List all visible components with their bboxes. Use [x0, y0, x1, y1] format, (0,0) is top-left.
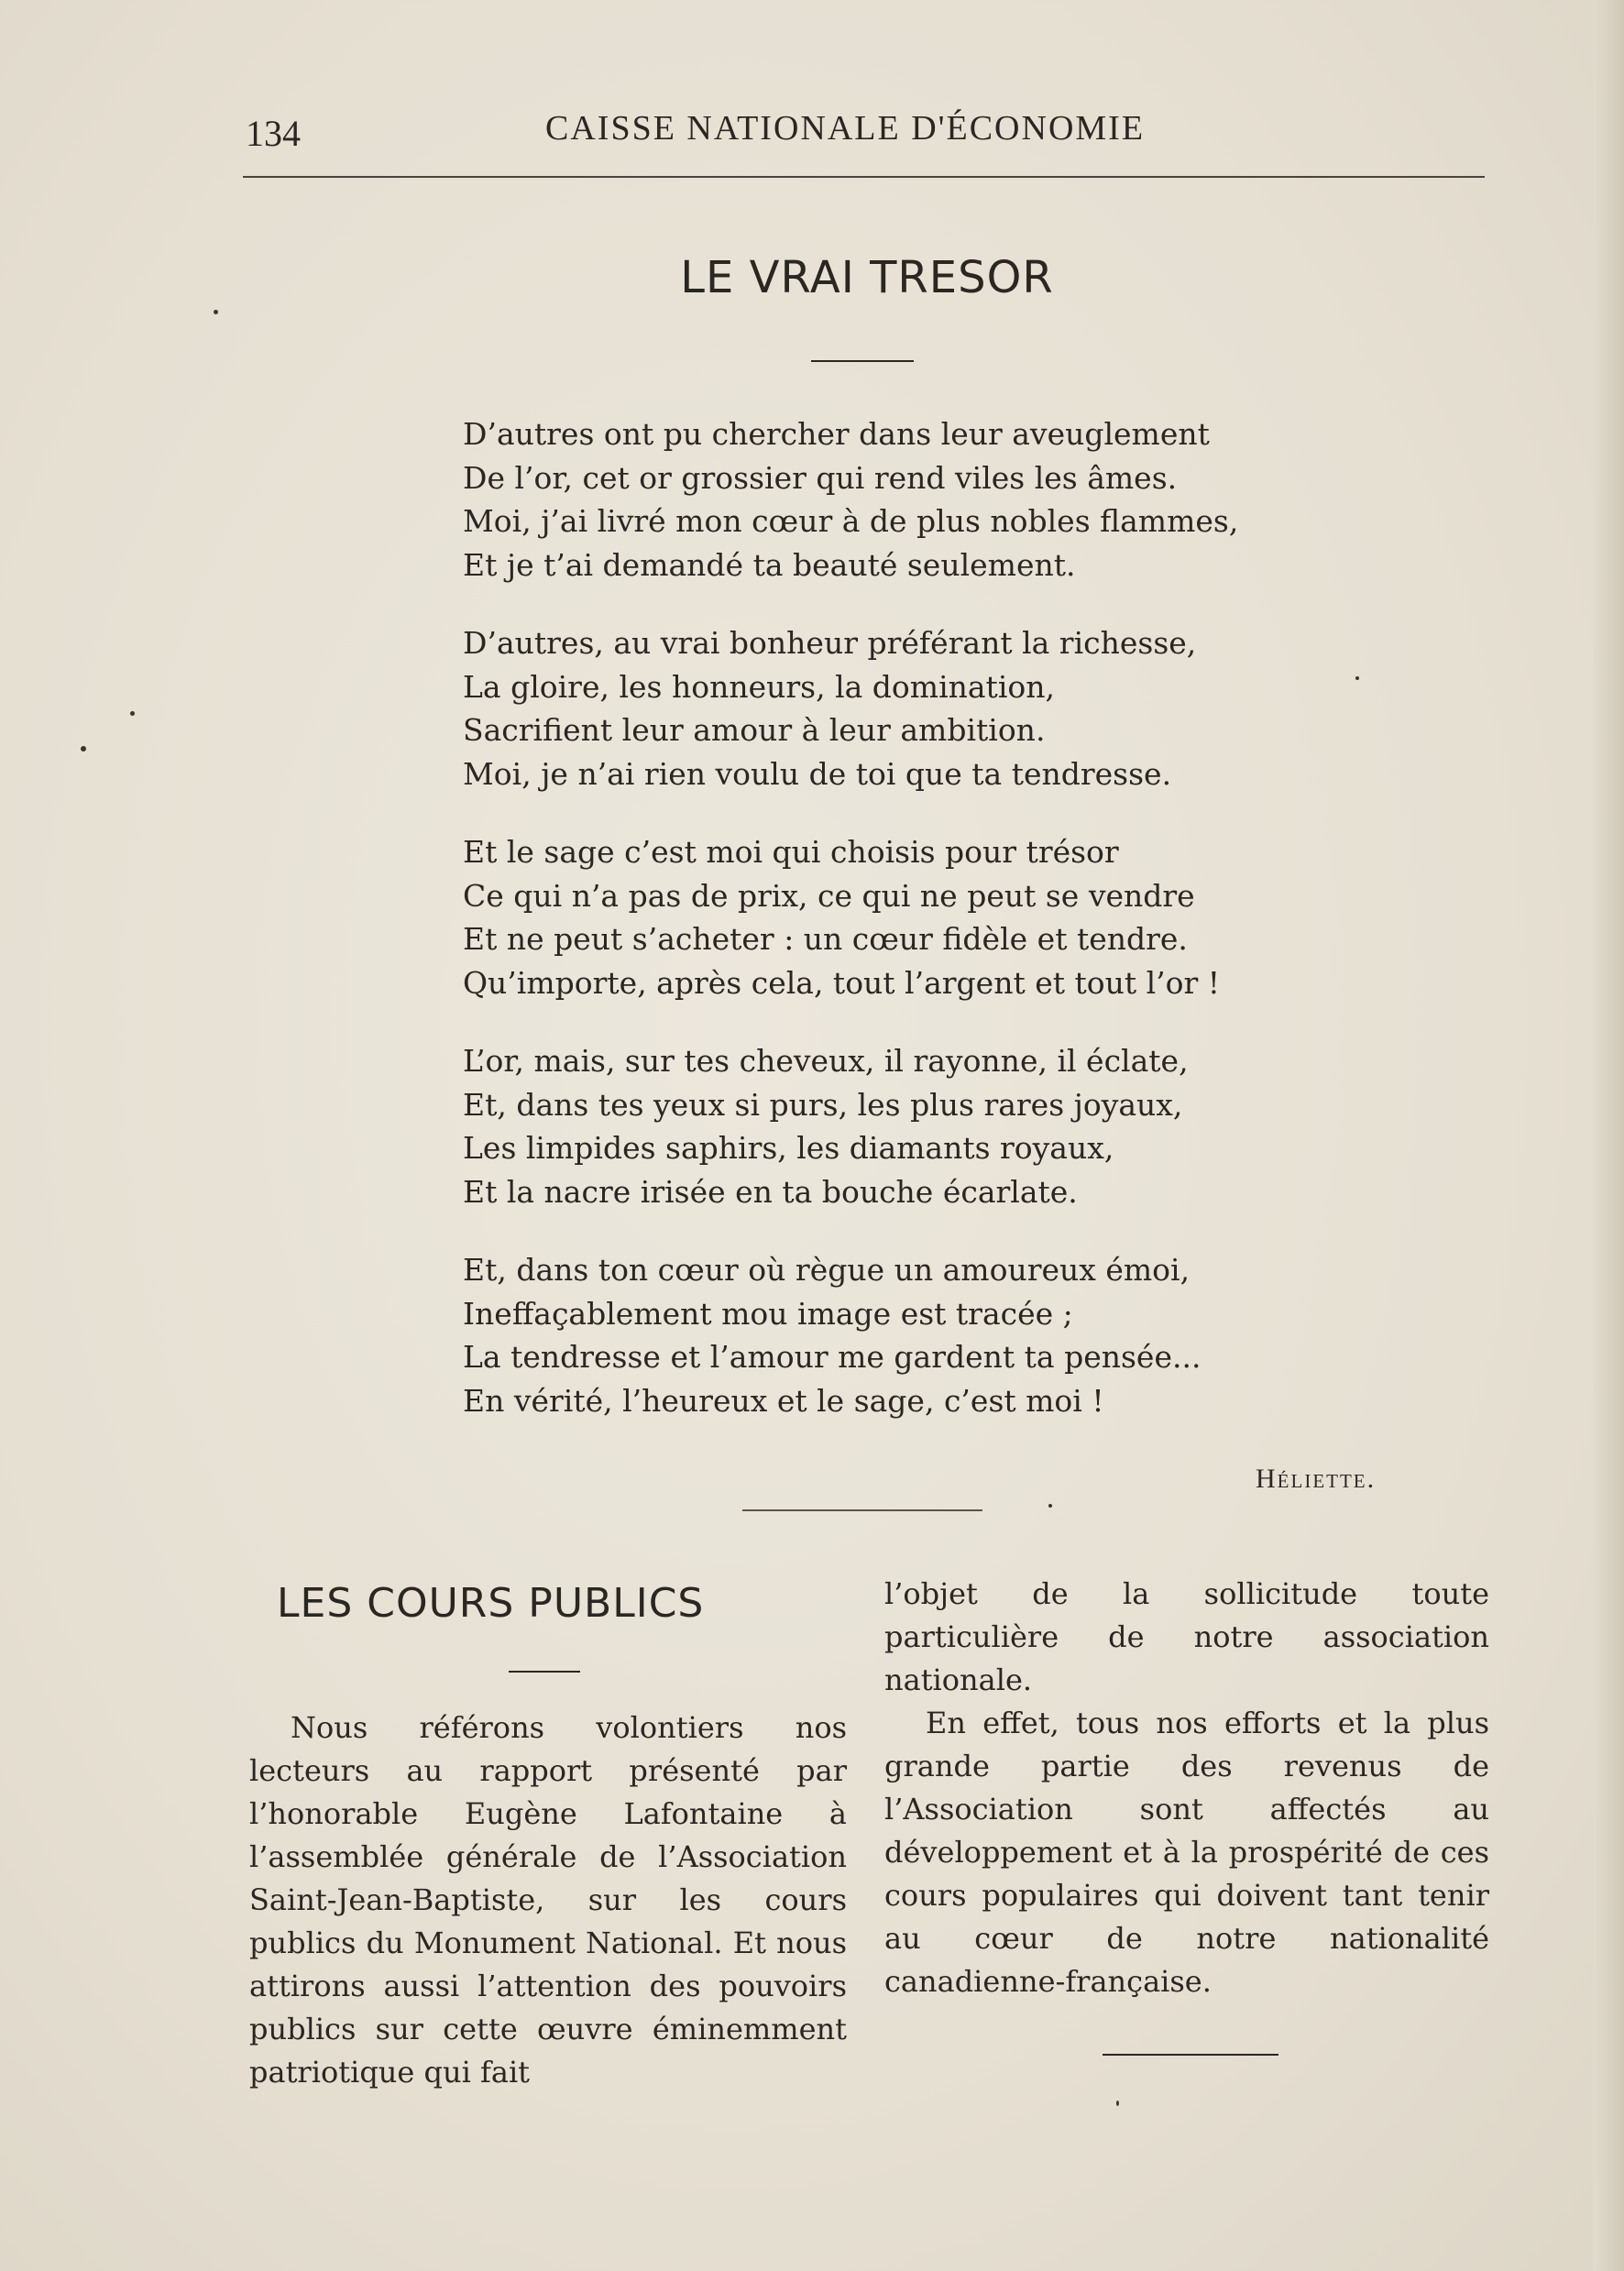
- paper-speck: [214, 310, 218, 314]
- poem-line: L’or, mais, sur tes cheveux, il rayonne, il éclate,: [463, 1043, 1189, 1079]
- poem-line: D’autres, au vrai bonheur préférant la richesse,: [463, 625, 1197, 661]
- article-paragraph: l’objet de la sollicitude toute particulière de notre association nationale.: [884, 1576, 1489, 1697]
- paper-speck: [1355, 676, 1359, 680]
- article-title: LES COURS PUBLICS: [277, 1580, 705, 1627]
- poem-stanza: [463, 1248, 1379, 1422]
- paper-speck: [1048, 1504, 1052, 1508]
- poem-line: La gloire, les honneurs, la domination,: [463, 668, 1055, 705]
- article-left-column: [249, 1706, 847, 2094]
- page-edge-shadow: [1593, 0, 1624, 2271]
- poem-stanza: [463, 1039, 1379, 1213]
- paper-speck: [130, 711, 135, 716]
- poem-line: Sacrifient leur amour à leur ambition.: [463, 712, 1046, 748]
- poem-line: Et le sage c’est moi qui choisis pour trésor: [463, 834, 1119, 870]
- poem-title-rule: [811, 360, 914, 362]
- poem-line: Les limpides saphirs, les diamants royaux,: [463, 1130, 1114, 1166]
- article-end-rule: [1103, 2054, 1278, 2056]
- poem-line: Moi, j’ai livré mon cœur à de plus nobles flammes,: [463, 503, 1239, 539]
- poem-line: Et, dans ton cœur où règue un amoureux émoi,: [463, 1252, 1191, 1288]
- paper-speck: [81, 746, 86, 752]
- poem-line: Et je t’ai demandé ta beauté seulement.: [463, 546, 1076, 583]
- poem-line: En vérité, l’heureux et le sage, c’est moi !: [463, 1382, 1104, 1419]
- journal-title: CAISSE NATIONALE D'ÉCONOMIE: [545, 109, 1146, 148]
- poem-line: Et, dans tes yeux si purs, les plus rares joyaux,: [463, 1086, 1183, 1123]
- poem-stanza: [463, 621, 1379, 795]
- paper-speck: [1116, 2101, 1119, 2106]
- article-paragraph: Nous référons volontiers nos lecteurs au rapport présenté par l’honorable Eugène Lafontaine à l’assemblée générale de l’Association Saint-Jean-Baptiste, sur les cours publics du Monument National. Et nous attirons aussi l’attention des pouvoirs publics sur cette œuvre éminemment patriotique qui fait: [249, 1710, 847, 2090]
- poem-stanza: [463, 412, 1379, 587]
- poem-line: La tendresse et l’amour me gardent ta pensée...: [463, 1339, 1202, 1375]
- poem-title: LE VRAI TRESOR: [680, 252, 1054, 303]
- poem-body: [463, 412, 1379, 1457]
- section-divider: [742, 1509, 982, 1511]
- article-right-column: [884, 1573, 1489, 2003]
- poem-line: D’autres ont pu chercher dans leur aveuglement: [463, 416, 1210, 452]
- poem-stanza: [463, 830, 1379, 1004]
- poem-line: Moi, je n’ai rien voulu de toi que ta tendresse.: [463, 755, 1172, 792]
- poem-line: De l’or, cet or grossier qui rend viles les âmes.: [463, 459, 1178, 496]
- article-title-rule: [509, 1671, 580, 1673]
- poem-line: Qu’importe, après cela, tout l’argent et tout l’or !: [463, 964, 1221, 1001]
- poem-line: Et ne peut s’acheter : un cœur fidèle et tendre.: [463, 921, 1188, 957]
- poem-line: Ineffaçablement mou image est tracée ;: [463, 1295, 1073, 1332]
- running-head: [238, 108, 1485, 154]
- article-paragraph: En effet, tous nos efforts et la plus grande partie des revenus de l’Association sont affectés au développement et à la prospérité de ces cours populaires qui doivent tant tenir au cœur de notre nationalité canadienne-française.: [884, 1706, 1489, 1999]
- header-rule: [243, 176, 1485, 178]
- poem-line: Et la nacre irisée en ta bouche écarlate.: [463, 1173, 1078, 1210]
- page-number: 134: [246, 113, 301, 154]
- poem-line: Ce qui n’a pas de prix, ce qui ne peut se vendre: [463, 877, 1195, 914]
- poem-signature: Héliette.: [1256, 1464, 1377, 1494]
